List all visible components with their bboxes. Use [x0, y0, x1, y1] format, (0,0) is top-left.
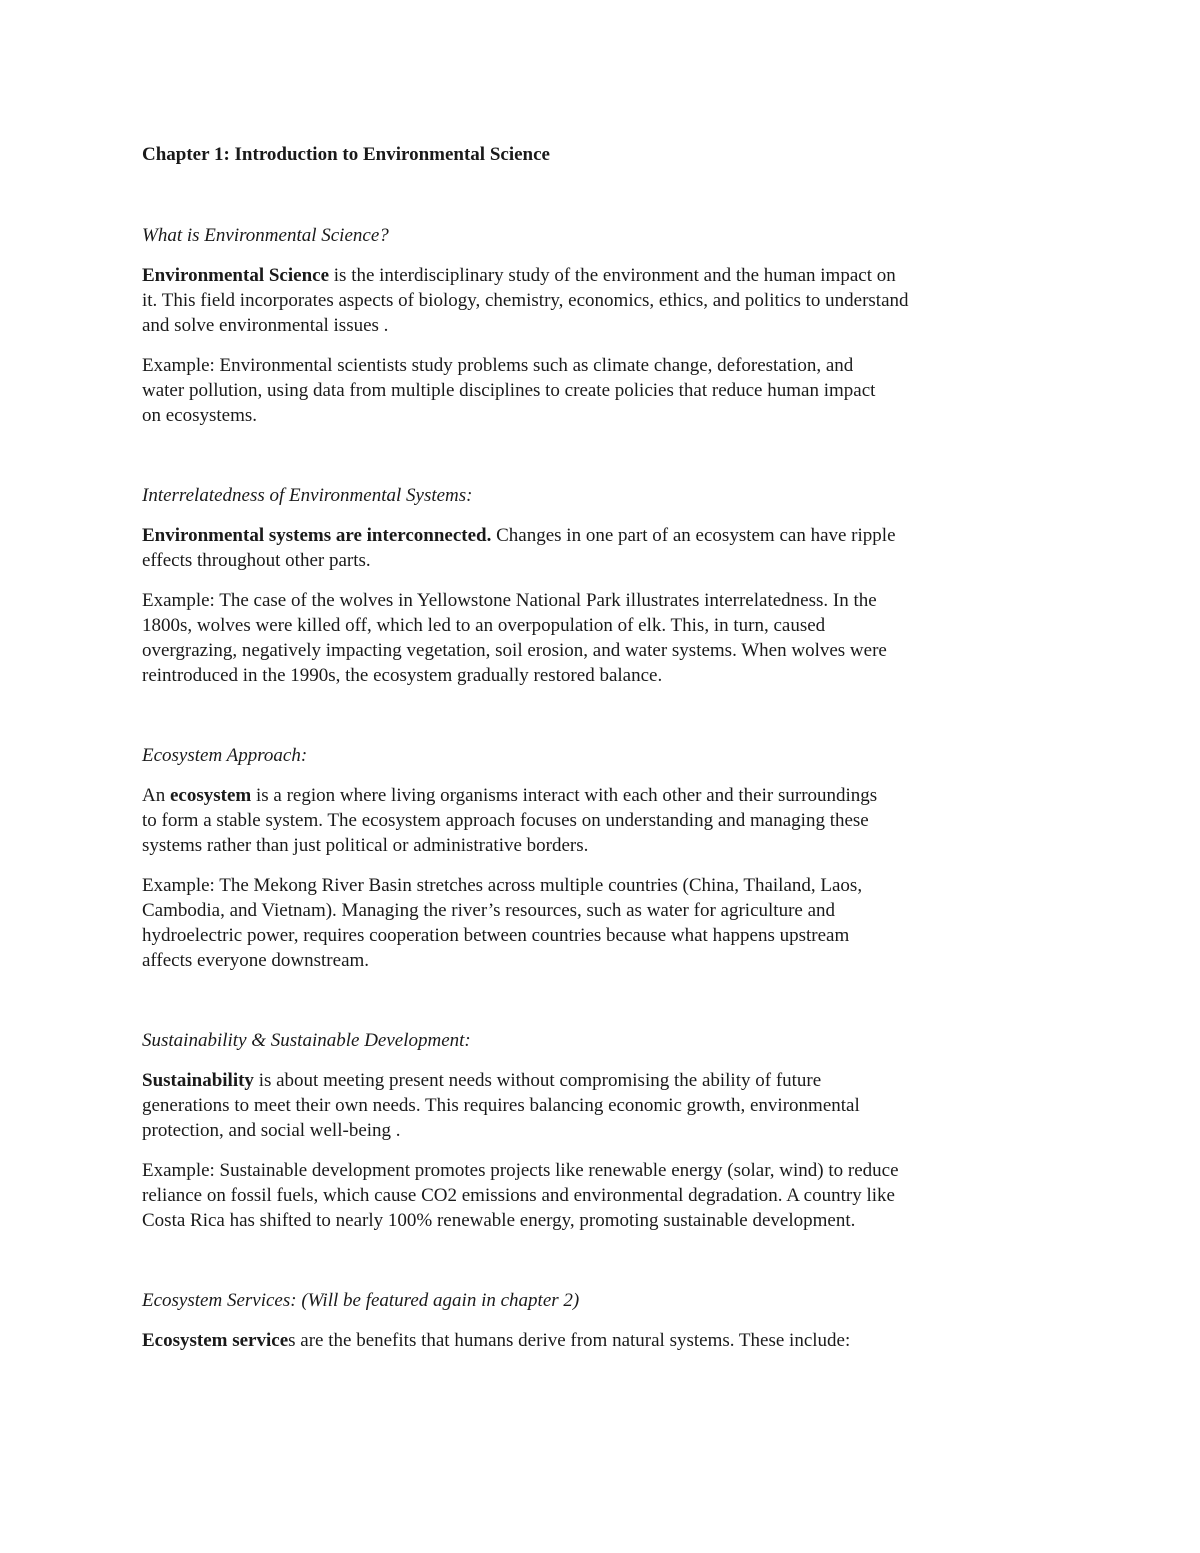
definition-text: is the interdisciplinary study of the environment and the human impact on [329, 265, 896, 286]
chapter-title: Chapter 1: Introduction to Environmental Science [142, 144, 550, 165]
definition-text: is a region where living organisms interact with each other and their surroundings [251, 785, 878, 806]
definition-text: Changes in one part of an ecosystem can have ripple [491, 525, 896, 546]
example-line: Example: Sustainable development promotes projects like renewable energy (solar, wind) to reduce [142, 1160, 899, 1181]
definition-line: and solve environmental issues . [142, 315, 389, 336]
definition-term: Environmental Science [142, 265, 330, 286]
example-line: reliance on fossil fuels, which cause CO2 emissions and environmental degradation. A country like [142, 1185, 895, 1206]
example-line: Example: Environmental scientists study problems such as climate change, deforestation, and [142, 355, 854, 376]
definition-term: Ecosystem service [142, 1330, 289, 1351]
example-line: on ecosystems. [142, 405, 258, 426]
example-line: hydroelectric power, requires cooperation between countries because what happens upstream [142, 925, 850, 946]
section-definition [142, 263, 1022, 338]
example-line: 1800s, wolves were killed off, which led to an overpopulation of elk. This, in turn, caused [142, 615, 826, 636]
section-example [142, 588, 1022, 688]
definition-line: effects throughout other parts. [142, 550, 371, 571]
example-line: Example: The Mekong River Basin stretches across multiple countries (China, Thailand, Laos, [142, 875, 863, 896]
section-heading [142, 1028, 1022, 1053]
definition-term: ecosystem [169, 785, 252, 806]
definition-line: systems rather than just political or administrative borders. [142, 835, 589, 856]
section-heading [142, 743, 1022, 768]
definition-prefix: An [142, 785, 170, 806]
definition-line: generations to meet their own needs. This requires balancing economic growth, environmental [142, 1095, 860, 1116]
example-line: reintroduced in the 1990s, the ecosystem gradually restored balance. [142, 665, 663, 686]
definition-line [142, 1068, 1022, 1093]
example-line: water pollution, using data from multiple disciplines to create policies that reduce human impact [142, 380, 876, 401]
section-definition [142, 783, 1022, 858]
definition-line [142, 523, 1022, 548]
definition-line: it. This field incorporates aspects of biology, chemistry, economics, ethics, and politics to understand [142, 290, 909, 311]
section-definition [142, 1328, 1022, 1353]
definition-term: Sustainability [142, 1070, 254, 1091]
section-heading-text: Ecosystem Approach: [142, 745, 308, 766]
definition-line [142, 1328, 1022, 1353]
example-line: Costa Rica has shifted to nearly 100% renewable energy, promoting sustainable development. [142, 1210, 856, 1231]
section-heading-text: Ecosystem Services: (Will be featured again in chapter 2) [142, 1290, 580, 1311]
example-line: affects everyone downstream. [142, 950, 370, 971]
definition-line [142, 263, 1022, 288]
example-line: Cambodia, and Vietnam). Managing the river’s resources, such as water for agriculture and [142, 900, 836, 921]
section-heading [142, 223, 1022, 248]
definition-line [142, 783, 1022, 808]
section-example [142, 873, 1022, 973]
section-definition [142, 1068, 1022, 1143]
section-heading-text: What is Environmental Science? [142, 225, 389, 246]
definition-line: protection, and social well-being . [142, 1120, 401, 1141]
section-heading-text: Sustainability & Sustainable Development: [142, 1030, 471, 1051]
example-line: Example: The case of the wolves in Yellowstone National Park illustrates interrelatedness. In the [142, 590, 877, 611]
section-example [142, 353, 1022, 428]
definition-text: s are the benefits that humans derive from natural systems. These include: [288, 1330, 851, 1351]
section-example [142, 1158, 1022, 1233]
section-heading [142, 1288, 1022, 1313]
definition-text: is about meeting present needs without compromising the ability of future [253, 1070, 822, 1091]
section-heading-text: Interrelatedness of Environmental Systems: [142, 485, 473, 506]
definition-term: Environmental systems are interconnected. [142, 525, 492, 546]
document-body [142, 142, 1022, 1353]
section-definition [142, 523, 1022, 573]
section-heading [142, 483, 1022, 508]
example-line: overgrazing, negatively impacting vegetation, soil erosion, and water systems. When wolves were [142, 640, 887, 661]
definition-line: to form a stable system. The ecosystem approach focuses on understanding and managing these [142, 810, 869, 831]
